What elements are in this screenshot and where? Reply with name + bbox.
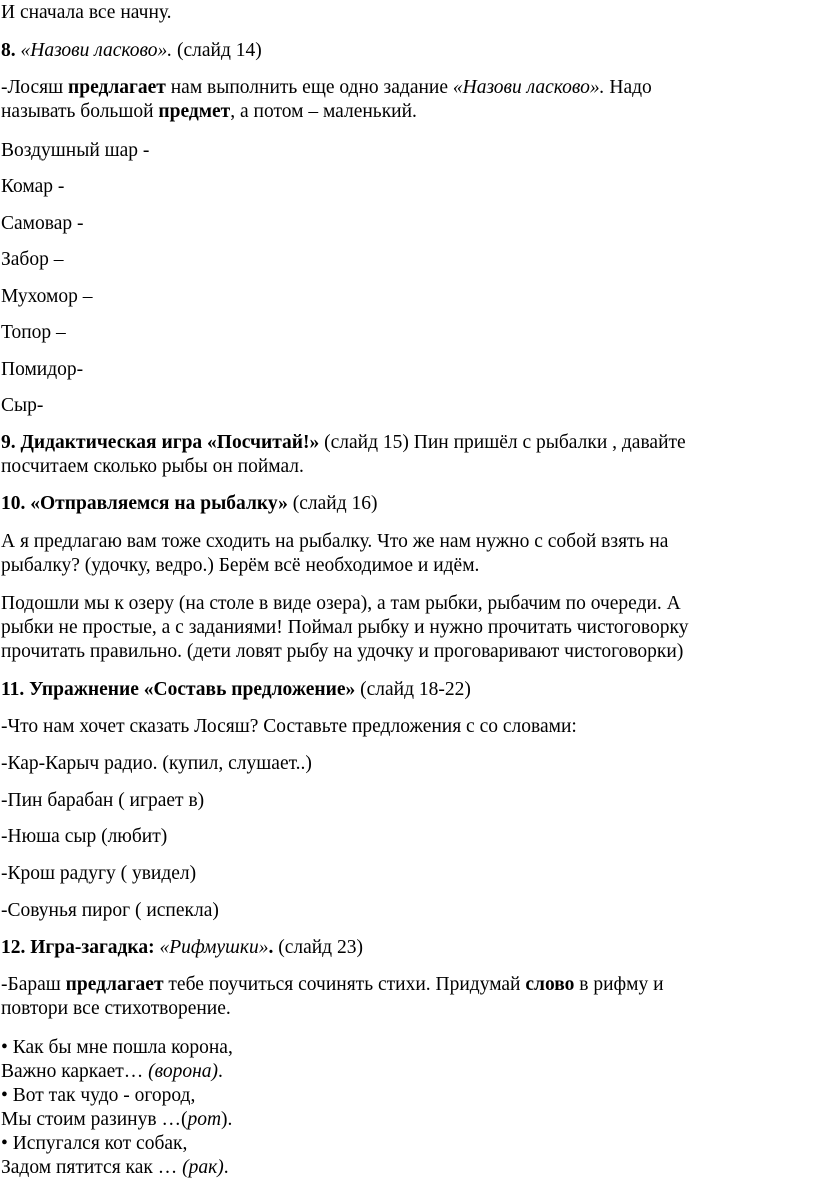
section-12-paragraph-line: -Бараш предлагает тебе поучиться сочинять стихи. Придумай слово в рифму и bbox=[1, 974, 664, 995]
section-9-title: 9. Дидактическая игра «Посчитай!» bbox=[1, 432, 320, 453]
paragraph-line: рыбалку? (удочку, ведро.) Берём всё необходимое и идём. bbox=[1, 555, 480, 576]
poem-line: Задом пятится как … (рак). bbox=[1, 1157, 229, 1178]
list-item: Комар - bbox=[1, 176, 65, 197]
section-9-heading: 9. Дидактическая игра «Посчитай!» (слайд 15) Пин пришёл с рыбалки , давайте bbox=[1, 432, 686, 453]
list-item: -Совунья пирог ( испекла) bbox=[1, 900, 219, 921]
section-12-name: «Рифмушки» bbox=[154, 937, 269, 958]
list-item: -Крош радугу ( увидел) bbox=[1, 863, 197, 884]
paragraph-line: прочитать правильно. (дети ловят рыбу на удочку и проговаривают чистоговорки) bbox=[1, 641, 684, 662]
section-8-paragraph-line: называть большой предмет, а потом – маленький. bbox=[1, 101, 417, 122]
list-item: -Кар-Карыч радио. (купил, слушает..) bbox=[1, 753, 312, 774]
list-item: Сыр- bbox=[1, 395, 44, 416]
poem-line: • Как бы мне пошла корона, bbox=[1, 1037, 233, 1058]
section-8-number: 8. bbox=[1, 40, 16, 61]
section-12-heading: 12. Игра-загадка: «Рифмушки». (слайд 23) bbox=[1, 937, 363, 958]
paragraph-line: Подошли мы к озеру (на столе в виде озера), а там рыбки, рыбачим по очереди. А bbox=[1, 593, 681, 614]
section-8-heading bbox=[1, 40, 262, 62]
section-10-title: 10. «Отправляемся на рыбалку» bbox=[1, 493, 288, 514]
list-item: Мухомор – bbox=[1, 286, 93, 307]
intro-line: И сначала все начну. bbox=[1, 2, 172, 23]
list-item: -Нюша сыр (любит) bbox=[1, 826, 168, 847]
section-8-title: «Назови ласково». bbox=[20, 40, 173, 61]
section-10-heading: 10. «Отправляемся на рыбалку» (слайд 16) bbox=[1, 493, 378, 514]
section-11-title: 11. Упражнение «Составь предложение» bbox=[1, 679, 356, 700]
list-item: Воздушный шар - bbox=[1, 140, 150, 161]
section-12-title: 12. Игра-загадка: bbox=[1, 937, 155, 958]
list-item: Помидор- bbox=[1, 359, 84, 380]
list-item: Забор – bbox=[1, 249, 64, 270]
section-8-paragraph-line: -Лосяш предлагает нам выполнить еще одно задание «Назови ласково». Надо bbox=[1, 77, 652, 98]
paragraph-line: рыбки не простые, а с заданиями! Поймал рыбку и нужно прочитать чистоговорку bbox=[1, 617, 689, 638]
list-item: Топор – bbox=[1, 322, 66, 343]
section-11-heading: 11. Упражнение «Составь предложение» (слайд 18-22) bbox=[1, 679, 471, 700]
paragraph-line: А я предлагаю вам тоже сходить на рыбалку. Что же нам нужно с собой взять на bbox=[1, 531, 669, 552]
list-item: Самовар - bbox=[1, 213, 84, 234]
poem-line: Мы стоим разинув …(рот). bbox=[1, 1109, 233, 1130]
poem-line: • Вот так чудо - огород, bbox=[1, 1085, 196, 1106]
section-12-paragraph-line: повтори все стихотворение. bbox=[1, 998, 231, 1019]
poem-line: • Испугался кот собак, bbox=[1, 1133, 188, 1154]
section-9-line: посчитаем сколько рыбы он поймал. bbox=[1, 456, 304, 477]
section-8-slide: (слайд 14) bbox=[177, 40, 262, 61]
section-11-question: -Что нам хочет сказать Лосяш? Составьте предложения с со словами: bbox=[1, 716, 577, 737]
list-item: -Пин барабан ( играет в) bbox=[1, 790, 205, 811]
poem-line: Важно каркает… (ворона). bbox=[1, 1061, 223, 1082]
